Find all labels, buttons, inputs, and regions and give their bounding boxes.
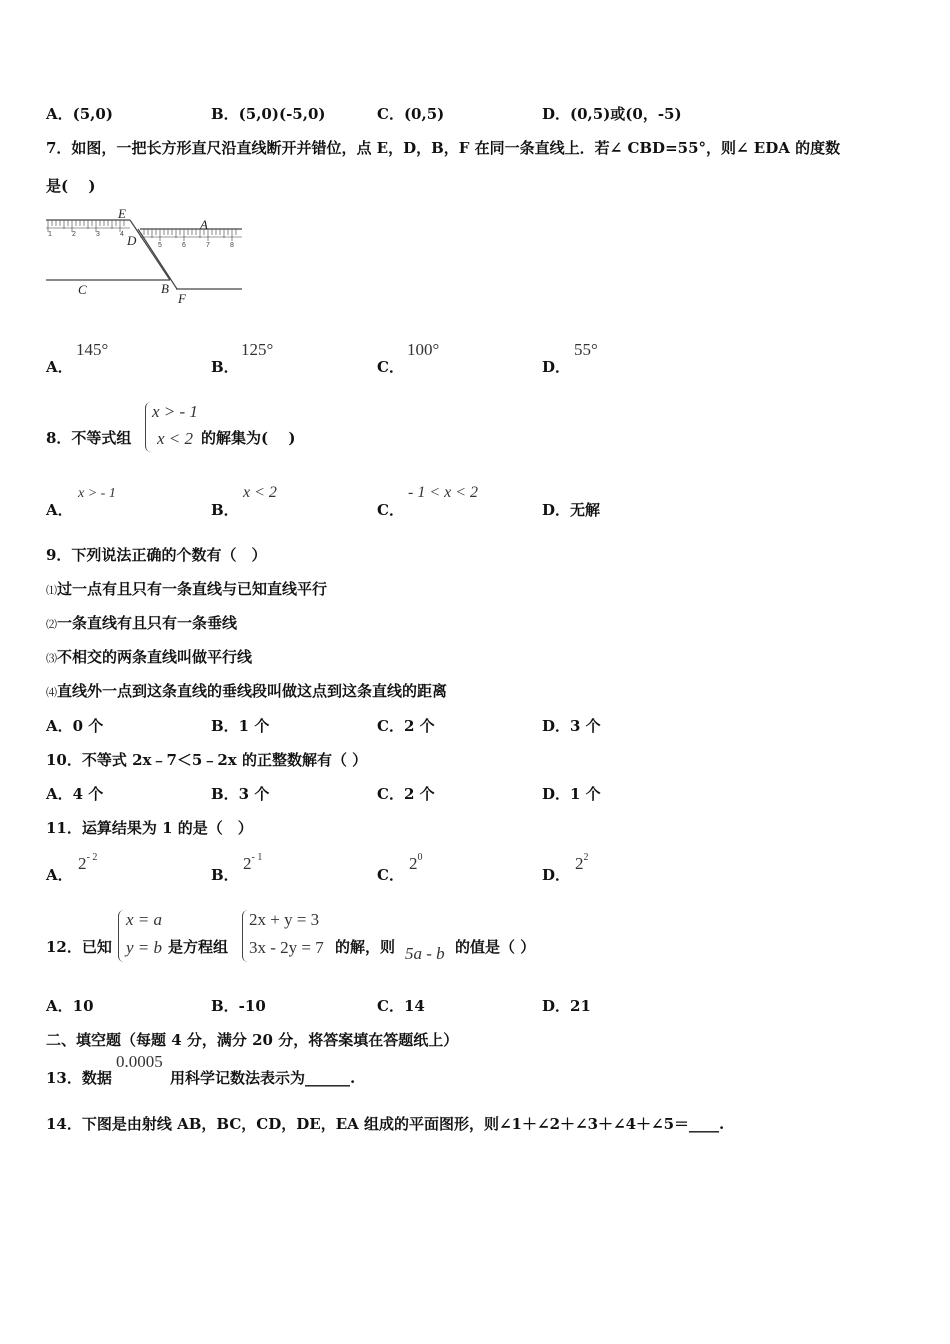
q8-suffix: 的解集为( )	[201, 429, 296, 447]
q12-brace-2	[242, 910, 248, 962]
q7-option-d-letter: D．	[542, 358, 571, 376]
q9-option-c: C．2 个	[377, 717, 435, 735]
q11-option-d-value: $2^2$	[575, 852, 589, 873]
q11-option-b-letter: B．	[211, 866, 239, 884]
q7-option-a-letter: A．	[46, 358, 73, 376]
q6-option-a: A．(5,0)	[46, 105, 113, 123]
q11-stem: 11．运算结果为 1 的是（ ）	[46, 819, 253, 837]
q9-option-d: D．3 个	[542, 717, 601, 735]
ruler-tick-3: 3	[96, 231, 100, 238]
q12-sys1-line1: x = a	[126, 910, 163, 929]
label-F: F	[178, 291, 186, 306]
q6-option-b: B．(5,0)(-5,0)	[211, 105, 326, 123]
ruler-tick-2: 2	[72, 231, 76, 238]
q13-number: 0.0005	[116, 1052, 163, 1071]
q12-brace-1	[118, 910, 124, 962]
q8-sys-line2: x < 2	[157, 429, 194, 448]
q12-sys2-line2: 3x - 2y = 7	[249, 938, 324, 957]
q11-option-a-letter: A．	[46, 866, 73, 884]
q6-option-d: D．(0,5)或(0，-5)	[542, 105, 682, 123]
q8-option-b-letter: B．	[211, 501, 239, 519]
q7-option-b-letter: B．	[211, 358, 239, 376]
q8-option-a-value: x > - 1	[78, 486, 116, 501]
q8-prefix: 8．不等式组	[46, 429, 132, 447]
q9-item-2: ⑵一条直线有且只有一条垂线	[46, 614, 238, 632]
q7-option-b-value: 125°	[241, 340, 274, 359]
q12-option-a: A．10	[46, 997, 94, 1015]
q12-suffix: 的值是（ ）	[455, 938, 536, 956]
ruler-tick-7: 7	[206, 242, 210, 249]
ruler-tick-8: 8	[230, 242, 234, 249]
q9-option-a: A．0 个	[46, 717, 104, 735]
q6-option-c: C．(0,5)	[377, 105, 445, 123]
q12-option-c: C．14	[377, 997, 425, 1015]
q8-brace	[145, 402, 151, 452]
q12-prefix: 12．已知	[46, 938, 112, 956]
q7-option-c-value: 100°	[407, 340, 440, 359]
q12-mid: 是方程组	[168, 938, 229, 956]
q7-option-d-value: 55°	[574, 340, 598, 359]
label-A: A	[200, 217, 208, 232]
label-B: B	[161, 281, 169, 296]
q8-option-c-letter: C．	[377, 501, 404, 519]
q12-sys1-line2: y = b	[126, 938, 163, 957]
q12-option-d: D．21	[542, 997, 591, 1015]
q7-option-c-letter: C．	[377, 358, 404, 376]
q11-option-a-value: $2^{- 2}$	[78, 852, 98, 873]
q10-option-a: A．4 个	[46, 785, 104, 803]
q8-option-c-value: - 1 < x < 2	[408, 484, 479, 501]
q7-option-a-value: 145°	[76, 340, 109, 359]
q8-sys-line1: x > - 1	[152, 402, 198, 421]
q12-expr: 5a - b	[405, 944, 445, 963]
q9-item-3: ⑶不相交的两条直线叫做平行线	[46, 648, 253, 666]
q7-stem-line2: 是( )	[46, 177, 96, 195]
q12-option-b: B．-10	[211, 997, 266, 1015]
q11-option-d-letter: D．	[542, 866, 571, 884]
q8-option-b-value: x < 2	[243, 484, 277, 501]
q8-option-a-letter: A．	[46, 501, 73, 519]
ruler-tick-6: 6	[182, 242, 186, 249]
q8-option-d: D．无解	[542, 501, 601, 519]
q7-ruler-figure	[40, 202, 250, 310]
q10-option-b: B．3 个	[211, 785, 270, 803]
label-D: D	[127, 233, 137, 248]
q13-prefix: 13．数据	[46, 1069, 112, 1087]
q10-stem: 10．不等式 2x﹣7＜5﹣2x 的正整数解有（ ）	[46, 751, 368, 769]
q13-suffix: 用科学记数法表示为______.	[170, 1069, 356, 1087]
q11-option-c-letter: C．	[377, 866, 404, 884]
ruler-tick-4: 4	[120, 231, 124, 238]
q10-option-d: D．1 个	[542, 785, 601, 803]
ruler-tick-5: 5	[158, 242, 162, 249]
q9-option-b: B．1 个	[211, 717, 270, 735]
label-C: C	[78, 282, 87, 297]
section-2-title: 二、填空题（每题 4 分，满分 20 分，将答案填在答题纸上）	[46, 1031, 459, 1049]
q11-option-c-value: $2^0$	[409, 852, 423, 873]
ruler-tick-1: 1	[48, 231, 52, 238]
q9-stem: 9．下列说法正确的个数有（ ）	[46, 546, 267, 564]
q11-option-b-value: $2^{- 1}$	[243, 852, 263, 873]
q12-mid2: 的解，则	[335, 938, 396, 956]
q10-option-c: C．2 个	[377, 785, 435, 803]
label-E: E	[118, 206, 126, 221]
q12-sys2-line1: 2x + y = 3	[249, 910, 320, 929]
q7-stem-line1: 7．如图，一把长方形直尺沿直线断开并错位，点 E，D，B，F 在同一条直线上．若∠ CBD=55°，则∠ EDA 的度数	[46, 139, 841, 157]
q14-stem: 14．下图是由射线 AB，BC，CD，DE，EA 组成的平面图形，则∠1＋∠2＋∠3＋∠4＋∠5＝____.	[46, 1115, 725, 1133]
q9-item-1: ⑴过一点有且只有一条直线与已知直线平行	[46, 580, 328, 598]
q9-item-4: ⑷直线外一点到这条直线的垂线段叫做这点到这条直线的距离	[46, 682, 448, 700]
